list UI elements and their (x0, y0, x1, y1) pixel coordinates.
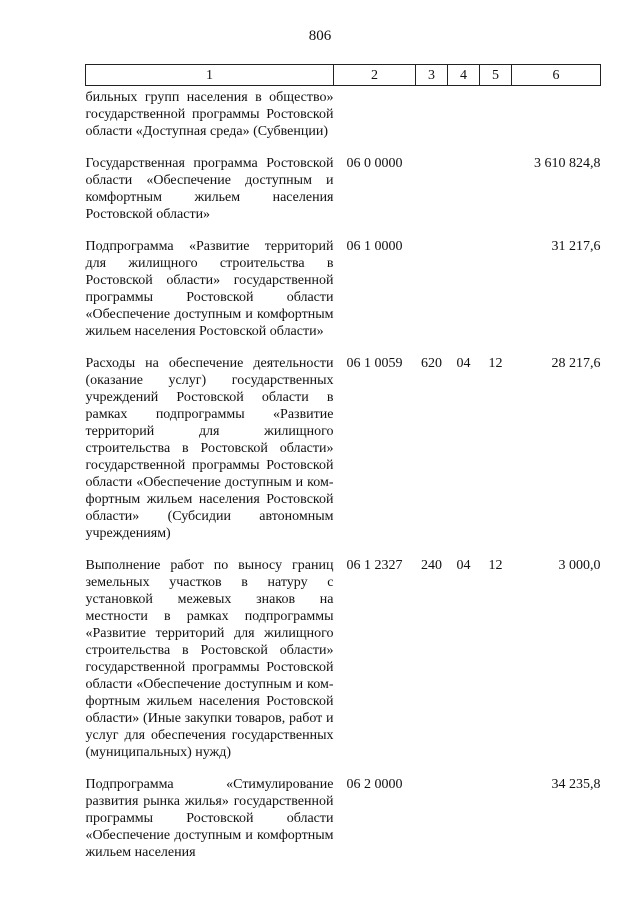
row-code: 06 1 0059 (346, 356, 403, 371)
row-sum: 3 000,0 (558, 558, 601, 573)
row-vr (416, 86, 448, 156)
row-code: 06 1 0000 (346, 239, 403, 254)
column-header-3: 3 (416, 65, 448, 86)
row-pr (480, 238, 512, 355)
row-rz: 04 (456, 558, 471, 573)
column-header-4: 4 (448, 65, 480, 86)
table-row (86, 557, 601, 776)
row-rz: 04 (456, 356, 471, 371)
row-code (334, 86, 416, 156)
row-code: 06 2 0000 (346, 777, 403, 792)
row-code: 06 1 2327 (346, 558, 403, 573)
row-rz (448, 155, 480, 238)
column-header-6: 6 (512, 65, 601, 86)
row-code: 06 0 0000 (346, 156, 403, 171)
page-number: 806 (308, 28, 332, 44)
row-pr (480, 86, 512, 156)
row-rz (448, 238, 480, 355)
table-row (86, 155, 601, 238)
row-name: Выполнение работ по выносу границ земельных участков в натуру с установкой межевых знаков на местности в рамках подпрограммы «Развитие территорий для жилищного строительства в Ростовской области» государственной программы Ростовской области «Обеспечение доступным и комфортным жильем населения Ростовской области» (Иные закупки товаров, работ и услуг для обеспечения государственных (муниципальных) нужд) (85, 558, 334, 760)
row-sum: 34 235,8 (551, 777, 601, 792)
row-sum: 3 610 824,8 (534, 156, 601, 171)
row-name: Подпрограмма «Развитие территорий для жилищного строительства в Ростовской области» государственной программы Ростовской области «Обеспечение доступным и комфортным жильем населения Ростовской области» (85, 239, 334, 339)
row-vr (416, 238, 448, 355)
budget-table (85, 64, 601, 876)
table-row (86, 86, 601, 156)
row-pr (480, 155, 512, 238)
row-sum: 28 217,6 (551, 356, 601, 371)
row-name: бильных групп населения в общество» государственной программы Ростовской области «Доступная среда» (Субвенции) (85, 90, 334, 139)
table-row (86, 238, 601, 355)
row-pr (480, 776, 512, 876)
row-name: Расходы на обеспечение деятельности (оказание услуг) государственных учреждений Ростовской области в рамках подпрограммы «Развитие территорий для жилищного строительства в Ростовской области» государственной программы Ростовской области «Обеспечение доступным и комфортным жильем населения Ростовской области» (Субсидии автономным учреждениям) (85, 356, 334, 541)
row-vr: 240 (421, 558, 442, 573)
column-header-5: 5 (480, 65, 512, 86)
row-rz (448, 86, 480, 156)
table-row (86, 355, 601, 557)
row-vr: 620 (421, 356, 442, 371)
column-header-1: 1 (86, 65, 334, 86)
row-vr (416, 776, 448, 876)
row-pr: 12 (488, 356, 503, 371)
column-header-2: 2 (334, 65, 416, 86)
header-row (86, 65, 601, 86)
row-name: Подпрограмма «Стимулирование развития рынка жилья» государственной программы Ростовской области «Обеспечение доступным и комфортным жильем населения (85, 777, 334, 860)
row-sum: 31 217,6 (551, 239, 601, 254)
table-row (86, 776, 601, 876)
row-pr: 12 (488, 558, 503, 573)
row-name: Государственная программа Ростовской области «Обеспечение доступным и комфортным жильем населения Ростовской области» (85, 156, 334, 222)
row-sum (512, 86, 601, 156)
row-rz (448, 776, 480, 876)
row-vr (416, 155, 448, 238)
